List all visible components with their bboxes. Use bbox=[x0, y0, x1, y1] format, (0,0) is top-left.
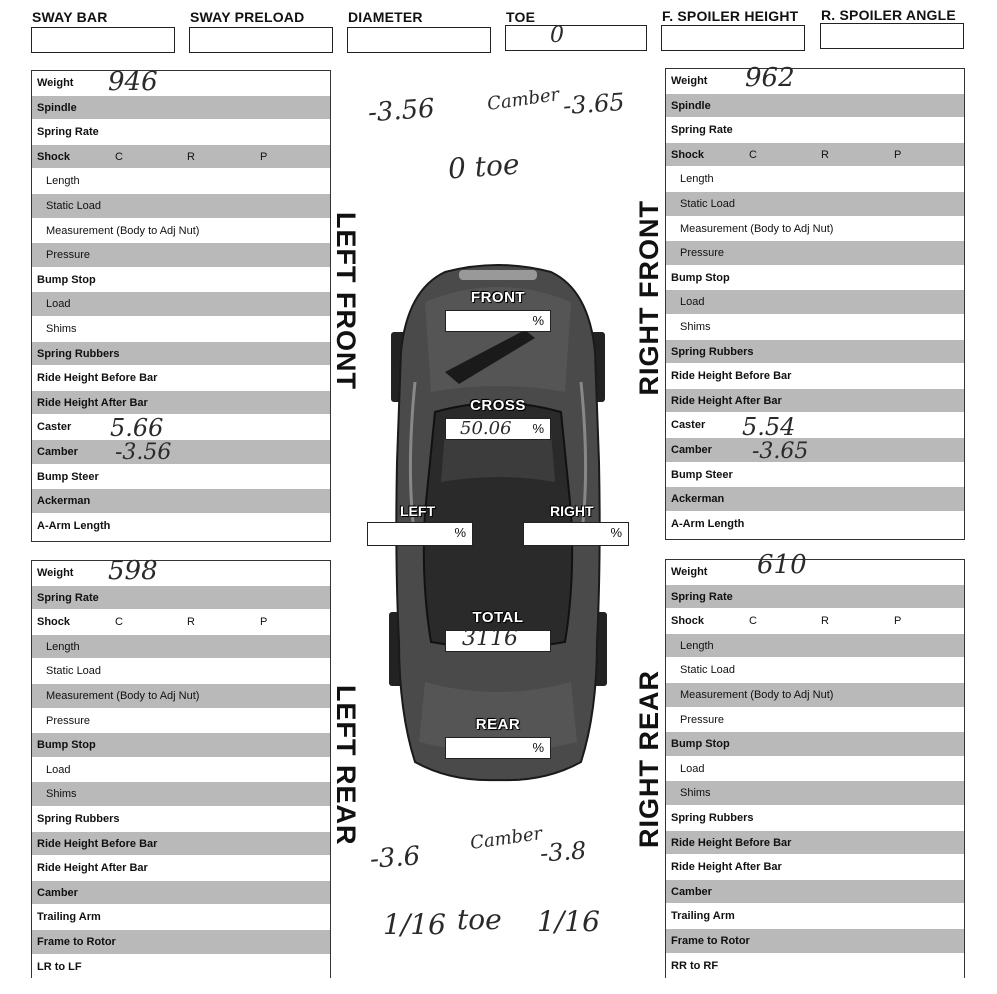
rf-row-spring-rate[interactable] bbox=[666, 118, 964, 143]
lf-row-label: Ackerman bbox=[37, 495, 91, 508]
lf-row-label: Load bbox=[46, 298, 71, 311]
rr-row-label: Static Load bbox=[680, 664, 736, 677]
r-spoiler-angle-field[interactable] bbox=[820, 23, 964, 49]
front-percent-field[interactable] bbox=[445, 310, 551, 332]
lf-weight-value: 946 bbox=[108, 67, 158, 97]
lf-row-label: Static Load bbox=[46, 199, 102, 212]
lf-row-caster[interactable] bbox=[32, 415, 330, 440]
left-front-title: LEFT FRONT bbox=[331, 212, 361, 390]
left-percent-field[interactable] bbox=[367, 522, 473, 546]
rf-row-label: Shock bbox=[671, 148, 705, 161]
rr-shock-p-label: P bbox=[894, 615, 902, 628]
lr-row-label: Spring Rubbers bbox=[37, 812, 120, 825]
lf-row-bump-stop[interactable] bbox=[32, 268, 330, 293]
left-rear-title: LEFT REAR bbox=[331, 685, 361, 846]
rf-row-label: Spring Rate bbox=[671, 124, 733, 137]
lf-row-spindle[interactable] bbox=[32, 96, 330, 121]
cross-percent-field[interactable] bbox=[445, 418, 551, 440]
rf-row-spring-rubbers[interactable] bbox=[666, 340, 964, 365]
rf-row-label: Spindle bbox=[671, 99, 711, 112]
rf-row-label: Measurement (Body to Adj Nut) bbox=[680, 222, 834, 235]
rr-row-ride-height-before-bar[interactable] bbox=[666, 831, 964, 856]
right-front-title: RIGHT FRONT bbox=[634, 200, 664, 396]
lr-row-pressure[interactable] bbox=[32, 709, 330, 734]
lr-row-measurement-body-to-adj-nut[interactable] bbox=[32, 684, 330, 709]
lr-row-label: LR to LF bbox=[37, 960, 82, 973]
total-value: 3116 bbox=[462, 626, 518, 651]
lf-row-length[interactable] bbox=[32, 169, 330, 194]
rr-row-rr-to-rf[interactable] bbox=[666, 954, 964, 979]
rf-row-label: Weight bbox=[671, 75, 708, 87]
lf-row-label: Spindle bbox=[37, 101, 77, 114]
lf-row-label: Shock bbox=[37, 150, 71, 163]
rr-row-length[interactable] bbox=[666, 634, 964, 659]
lf-row-label: Pressure bbox=[46, 249, 91, 262]
rf-row-label: Static Load bbox=[680, 197, 736, 210]
rr-row-frame-to-rotor[interactable] bbox=[666, 929, 964, 954]
lr-row-label: Shock bbox=[37, 616, 71, 629]
lr-row-bump-stop[interactable] bbox=[32, 733, 330, 758]
rear-camber-note-right: -3.8 bbox=[539, 836, 588, 868]
rf-caster-value: 5.54 bbox=[742, 413, 796, 441]
front-toe-note: 0 toe bbox=[446, 147, 521, 186]
left-rear-panel bbox=[31, 560, 331, 978]
lf-row-label: Weight bbox=[37, 77, 74, 89]
rr-weight-value: 610 bbox=[757, 550, 807, 580]
rf-row-label: Bump Stop bbox=[671, 271, 730, 284]
lf-shock-r-label: R bbox=[187, 150, 195, 163]
lf-row-label: Shims bbox=[46, 322, 77, 335]
lf-row-ride-height-after-bar[interactable] bbox=[32, 391, 330, 416]
lf-row-ride-height-before-bar[interactable] bbox=[32, 366, 330, 391]
lf-row-ackerman[interactable] bbox=[32, 489, 330, 514]
lr-row-label: Ride Height After Bar bbox=[37, 862, 148, 875]
lf-row-bump-steer[interactable] bbox=[32, 465, 330, 490]
right-rear-panel bbox=[665, 559, 965, 978]
lr-row-camber[interactable] bbox=[32, 881, 330, 906]
lr-row-label: Pressure bbox=[46, 714, 91, 727]
rf-row-weight[interactable] bbox=[666, 69, 964, 94]
rr-row-spring-rubbers[interactable] bbox=[666, 806, 964, 831]
lf-row-shims[interactable] bbox=[32, 317, 330, 342]
lf-row-label: Bump Stop bbox=[37, 273, 96, 286]
rf-row-length[interactable] bbox=[666, 167, 964, 192]
lf-row-weight[interactable] bbox=[32, 71, 330, 96]
lf-row-label: Length bbox=[46, 175, 80, 188]
lr-row-lr-to-lf[interactable] bbox=[32, 955, 330, 980]
lr-shock-c-label: C bbox=[115, 616, 123, 629]
rr-row-spring-rate[interactable] bbox=[666, 585, 964, 610]
rear-percent-field[interactable] bbox=[445, 737, 551, 759]
lf-row-label: Ride Height After Bar bbox=[37, 396, 148, 409]
lr-row-frame-to-rotor[interactable] bbox=[32, 930, 330, 955]
lr-row-ride-height-after-bar[interactable] bbox=[32, 856, 330, 881]
rf-row-bump-steer[interactable] bbox=[666, 463, 964, 488]
rf-shock-c-label: C bbox=[749, 148, 757, 161]
rf-row-spindle[interactable] bbox=[666, 94, 964, 119]
rf-row-shims[interactable] bbox=[666, 315, 964, 340]
rr-row-shock[interactable] bbox=[666, 609, 964, 634]
lr-row-shock[interactable] bbox=[32, 610, 330, 635]
rr-row-label: Ride Height Before Bar bbox=[671, 836, 792, 849]
rf-row-label: Bump Steer bbox=[671, 468, 733, 481]
lr-row-length[interactable] bbox=[32, 635, 330, 660]
rr-row-load[interactable] bbox=[666, 757, 964, 782]
total-field[interactable] bbox=[445, 626, 551, 652]
header-f-spoiler-label: F. SPOILER HEIGHT bbox=[662, 8, 799, 24]
right-percent-sign: % bbox=[610, 525, 622, 540]
rf-row-label: Spring Rubbers bbox=[671, 345, 754, 358]
toe-field-value: 0 bbox=[550, 23, 564, 48]
lr-weight-value: 598 bbox=[108, 556, 158, 586]
lr-row-label: Spring Rate bbox=[37, 591, 99, 604]
rear-toe-note-word: toe bbox=[457, 903, 502, 936]
rf-row-label: Load bbox=[680, 296, 705, 309]
rf-row-ride-height-before-bar[interactable] bbox=[666, 364, 964, 389]
header-toe-label: TOE bbox=[506, 9, 536, 25]
rf-row-label: Camber bbox=[671, 443, 712, 456]
rr-row-trailing-arm[interactable] bbox=[666, 904, 964, 929]
rr-row-measurement-body-to-adj-nut[interactable] bbox=[666, 683, 964, 708]
rr-row-pressure[interactable] bbox=[666, 708, 964, 733]
lf-row-label: Spring Rubbers bbox=[37, 347, 120, 360]
rr-row-label: Shims bbox=[680, 787, 711, 800]
lf-shock-c-label: C bbox=[115, 150, 123, 163]
lr-row-ride-height-before-bar[interactable] bbox=[32, 832, 330, 857]
header-sway-bar-label: SWAY BAR bbox=[32, 9, 108, 25]
rf-row-label: Ride Height Before Bar bbox=[671, 370, 792, 383]
diameter-field[interactable] bbox=[347, 27, 491, 53]
rr-row-label: Spring Rate bbox=[671, 590, 733, 603]
rear-scale-label: REAR bbox=[475, 716, 521, 733]
lf-row-spring-rubbers[interactable] bbox=[32, 342, 330, 367]
rr-row-bump-stop[interactable] bbox=[666, 732, 964, 757]
f-spoiler-height-field[interactable] bbox=[661, 25, 805, 51]
right-rear-title: RIGHT REAR bbox=[634, 670, 664, 848]
lr-row-spring-rate[interactable] bbox=[32, 586, 330, 611]
lf-row-label: Ride Height Before Bar bbox=[37, 372, 158, 385]
rf-row-shock[interactable] bbox=[666, 143, 964, 168]
cross-value: 50.06 bbox=[460, 418, 512, 439]
rr-row-label: Bump Stop bbox=[671, 738, 730, 751]
header-diameter-label: DIAMETER bbox=[348, 9, 423, 25]
rf-row-caster[interactable] bbox=[666, 413, 964, 438]
lf-row-camber[interactable] bbox=[32, 440, 330, 465]
lr-row-label: Measurement (Body to Adj Nut) bbox=[46, 689, 200, 702]
rf-row-pressure[interactable] bbox=[666, 241, 964, 266]
lr-row-weight[interactable] bbox=[32, 561, 330, 586]
lf-shock-p-label: P bbox=[260, 150, 268, 163]
rr-row-camber[interactable] bbox=[666, 880, 964, 905]
lr-row-label: Length bbox=[46, 640, 80, 653]
rf-camber-value: -3.65 bbox=[752, 439, 809, 464]
rf-row-a-arm-length[interactable] bbox=[666, 512, 964, 537]
rr-shock-c-label: C bbox=[749, 615, 757, 628]
lf-row-load[interactable] bbox=[32, 292, 330, 317]
rear-percent-sign: % bbox=[532, 740, 544, 755]
rf-row-label: Length bbox=[680, 173, 714, 186]
lr-row-label: Shims bbox=[46, 788, 77, 801]
rf-row-label: Pressure bbox=[680, 247, 725, 260]
lf-row-measurement-body-to-adj-nut[interactable] bbox=[32, 219, 330, 244]
right-scale-label: RIGHT bbox=[550, 503, 594, 519]
rr-row-ride-height-after-bar[interactable] bbox=[666, 855, 964, 880]
rr-row-static-load[interactable] bbox=[666, 658, 964, 683]
rear-toe-note-right: 1/16 bbox=[537, 905, 600, 938]
lf-row-static-load[interactable] bbox=[32, 194, 330, 219]
rf-row-camber[interactable] bbox=[666, 438, 964, 463]
lr-row-shims[interactable] bbox=[32, 782, 330, 807]
header-sway-preload-label: SWAY PRELOAD bbox=[190, 9, 305, 25]
rf-row-ride-height-after-bar[interactable] bbox=[666, 389, 964, 414]
rr-row-weight[interactable] bbox=[666, 560, 964, 585]
lf-row-label: Caster bbox=[37, 421, 72, 434]
front-camber-note-right: -3.65 bbox=[562, 87, 626, 121]
lr-row-load[interactable] bbox=[32, 758, 330, 783]
rr-shock-r-label: R bbox=[821, 615, 829, 628]
lf-row-label: Measurement (Body to Adj Nut) bbox=[46, 224, 200, 237]
rf-row-label: Ackerman bbox=[671, 493, 725, 506]
toe-field[interactable] bbox=[505, 25, 647, 51]
lf-row-label: Camber bbox=[37, 445, 78, 458]
front-camber-note-word: Camber bbox=[485, 84, 561, 115]
rr-row-label: Length bbox=[680, 639, 714, 652]
rf-row-measurement-body-to-adj-nut[interactable] bbox=[666, 217, 964, 242]
rf-shock-p-label: P bbox=[894, 148, 902, 161]
lr-row-label: Trailing Arm bbox=[37, 911, 101, 924]
left-scale-label: LEFT bbox=[400, 503, 435, 519]
rr-row-shims[interactable] bbox=[666, 781, 964, 806]
rf-row-label: Shims bbox=[680, 320, 711, 333]
left-percent-sign: % bbox=[454, 525, 466, 540]
rear-camber-note-left: -3.6 bbox=[369, 841, 422, 875]
rf-row-load[interactable] bbox=[666, 290, 964, 315]
front-scale-label: FRONT bbox=[470, 289, 526, 306]
lr-row-label: Frame to Rotor bbox=[37, 935, 116, 948]
lf-row-spring-rate[interactable] bbox=[32, 120, 330, 145]
header-r-spoiler-label: R. SPOILER ANGLE bbox=[821, 7, 956, 23]
rf-weight-value: 962 bbox=[745, 63, 795, 93]
rr-row-label: Spring Rubbers bbox=[671, 811, 754, 824]
lf-row-label: A-Arm Length bbox=[37, 519, 111, 532]
sway-preload-field[interactable] bbox=[189, 27, 333, 53]
lr-row-label: Ride Height Before Bar bbox=[37, 837, 158, 850]
left-front-panel bbox=[31, 70, 331, 542]
rr-row-label: Measurement (Body to Adj Nut) bbox=[680, 688, 834, 701]
rf-row-static-load[interactable] bbox=[666, 192, 964, 217]
front-camber-note-left: -3.56 bbox=[367, 93, 436, 129]
rr-row-label: Trailing Arm bbox=[671, 910, 735, 923]
rf-row-bump-stop[interactable] bbox=[666, 266, 964, 291]
rr-row-label: Shock bbox=[671, 615, 705, 628]
lf-row-shock[interactable] bbox=[32, 145, 330, 170]
rf-row-label: Ride Height After Bar bbox=[671, 394, 782, 407]
lr-row-trailing-arm[interactable] bbox=[32, 905, 330, 930]
total-scale-label: TOTAL bbox=[472, 609, 524, 626]
rf-shock-r-label: R bbox=[821, 148, 829, 161]
rr-row-label: Frame to Rotor bbox=[671, 934, 750, 947]
lf-row-label: Bump Steer bbox=[37, 470, 99, 483]
rr-row-label: Pressure bbox=[680, 713, 725, 726]
rr-row-label: Load bbox=[680, 762, 705, 775]
right-front-panel bbox=[665, 68, 965, 540]
rf-row-label: Caster bbox=[671, 419, 706, 432]
rear-toe-note-left: 1/16 bbox=[383, 908, 446, 941]
lr-row-label: Bump Stop bbox=[37, 739, 96, 752]
lr-row-spring-rubbers[interactable] bbox=[32, 807, 330, 832]
lr-row-label: Load bbox=[46, 763, 71, 776]
lr-row-static-load[interactable] bbox=[32, 659, 330, 684]
cross-scale-label: CROSS bbox=[470, 397, 526, 414]
lr-shock-p-label: P bbox=[260, 616, 268, 629]
rr-row-label: Weight bbox=[671, 566, 708, 578]
front-percent-sign: % bbox=[532, 313, 544, 328]
lr-row-label: Camber bbox=[37, 886, 78, 899]
rf-row-label: A-Arm Length bbox=[671, 517, 745, 530]
lf-row-a-arm-length[interactable] bbox=[32, 514, 330, 539]
rr-row-label: Ride Height After Bar bbox=[671, 861, 782, 874]
lf-camber-value: -3.56 bbox=[115, 440, 172, 465]
rear-camber-note-word: Camber bbox=[468, 823, 544, 854]
rr-row-label: Camber bbox=[671, 885, 712, 898]
rr-row-label: RR to RF bbox=[671, 959, 719, 972]
lr-row-label: Weight bbox=[37, 567, 74, 579]
right-percent-field[interactable] bbox=[523, 522, 629, 546]
lf-caster-value: 5.66 bbox=[110, 414, 164, 442]
cross-percent-sign: % bbox=[532, 421, 544, 436]
lf-row-pressure[interactable] bbox=[32, 243, 330, 268]
rf-row-ackerman[interactable] bbox=[666, 487, 964, 512]
lr-shock-r-label: R bbox=[187, 616, 195, 629]
lf-row-label: Spring Rate bbox=[37, 126, 99, 139]
lr-row-label: Static Load bbox=[46, 665, 102, 678]
sway-bar-field[interactable] bbox=[31, 27, 175, 53]
